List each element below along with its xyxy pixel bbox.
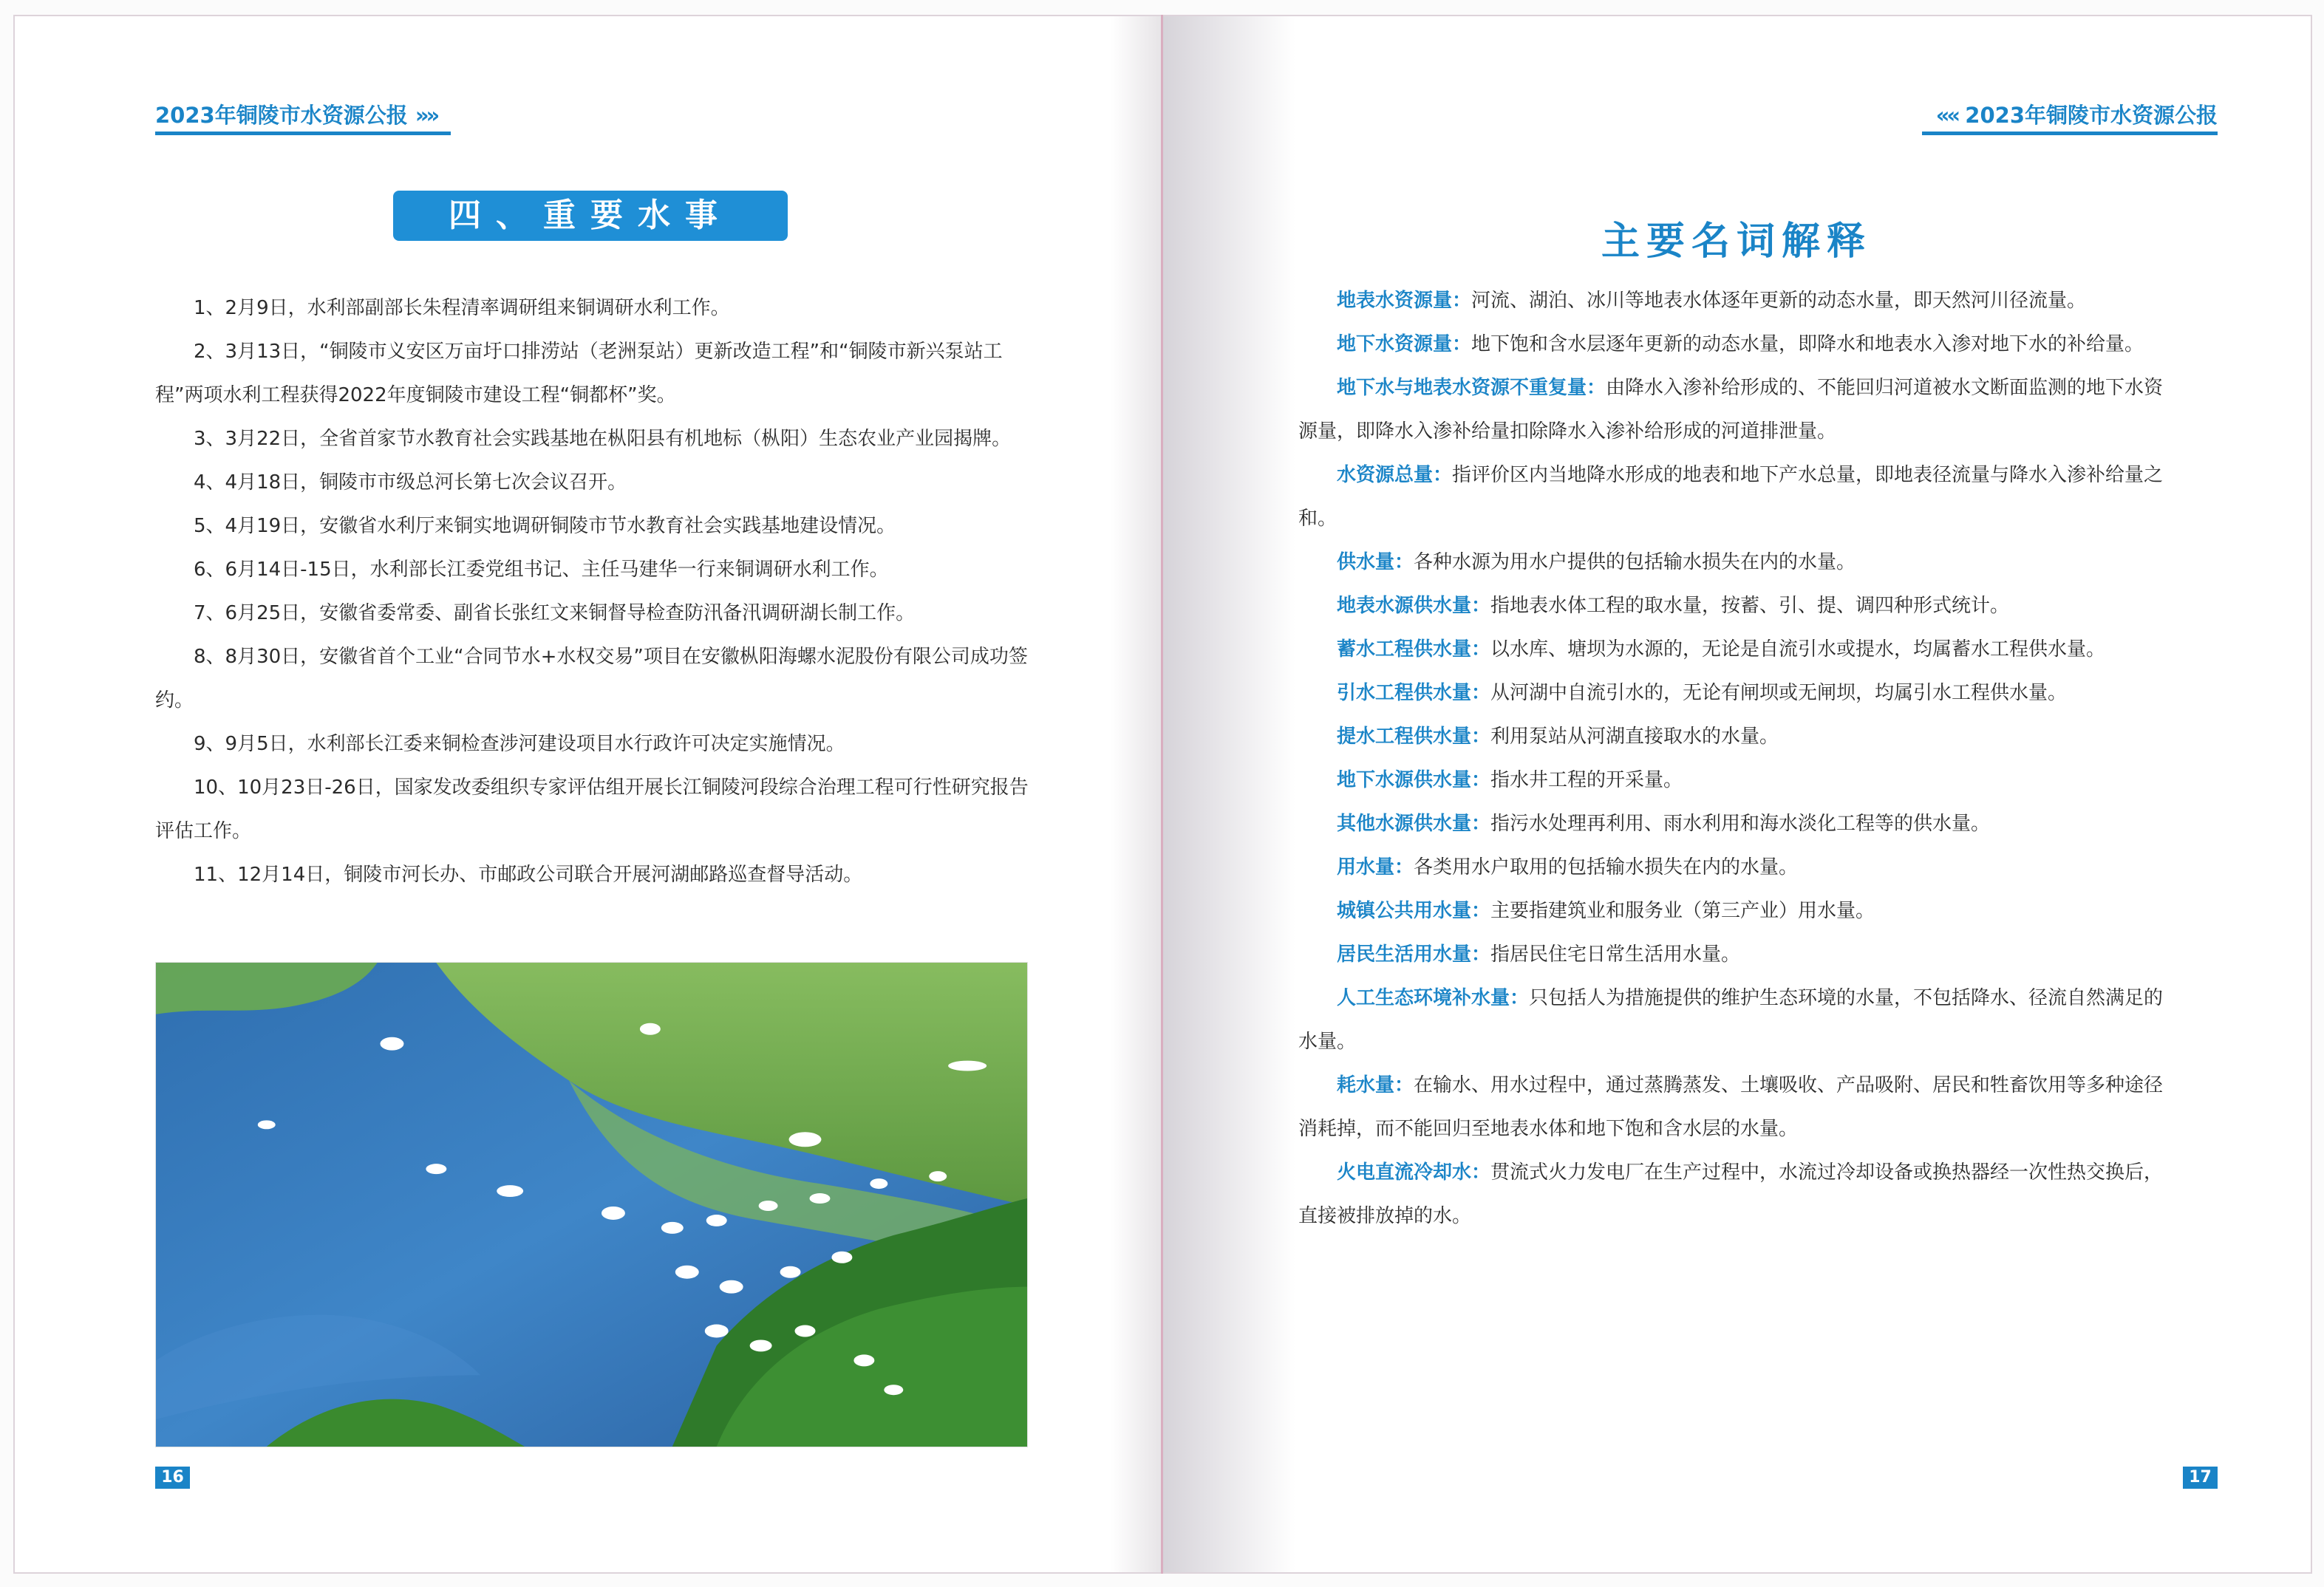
glossary-term: 火电直流冷却水： (1337, 1161, 1491, 1184)
page-number-right: 17 (2183, 1467, 2218, 1489)
glossary-term: 地表水资源量： (1337, 290, 1472, 312)
section-title: 四、重要水事 (393, 191, 788, 241)
center-fold (1161, 15, 1163, 1574)
glossary-item (1298, 759, 2173, 802)
glossary-item (1298, 977, 2173, 1064)
glossary-definition: 指居民住宅日常生活用水量。 (1490, 943, 1741, 966)
glossary-definition: 河流、湖泊、冰川等地表水体逐年更新的动态水量，即天然河川径流量。 (1471, 290, 2087, 312)
glossary-definition: 主要指建筑业和服务业（第三产业）用水量。 (1490, 900, 1875, 922)
glossary-definition: 各类用水户取用的包括输水损失在内的水量。 (1414, 856, 1799, 878)
glossary-item (1298, 541, 2173, 584)
glossary-title: 主要名词解释 (1601, 219, 1872, 264)
glossary-definition: 利用泵站从河湖直接取水的水量。 (1490, 726, 1779, 748)
running-head-rule-right (1922, 132, 2218, 135)
glossary-item (1298, 672, 2173, 715)
glossary-term: 地下水源供水量： (1337, 769, 1491, 791)
glossary-item (1298, 802, 2173, 846)
glossary-term: 供水量： (1337, 551, 1414, 573)
glossary-item (1298, 846, 2173, 890)
glossary-definition: 指地表水体工程的取水量，按蓄、引、提、调四种形式统计。 (1490, 595, 2010, 617)
glossary-term: 人工生态环境补水量： (1337, 987, 1530, 1009)
glossary-term: 蓄水工程供水量： (1337, 638, 1491, 661)
event-item: 3、3月22日，全省首家节水教育社会实践基地在枞阳县有机地标（枞阳）生态农业产业园揭牌。 (194, 428, 1012, 450)
event-item: 1、2月9日，水利部副部长朱程清率调研组来铜调研水利工作。 (194, 297, 730, 319)
glossary-item (1298, 933, 2173, 977)
running-head-left-text: 2023年铜陵市水资源公报 (155, 103, 408, 128)
glossary-term: 地下水与地表水资源不重复量： (1337, 377, 1606, 399)
running-head-left (155, 99, 437, 129)
event-item: 9、9月5日，水利部长江委来铜检查涉河建设项目水行政许可决定实施情况。 (194, 733, 845, 755)
event-item: 10、10月23日-26日，国家发改委组织专家评估组开展长江铜陵河段综合治理工程可行性研究报告评估工作。 (155, 777, 1029, 842)
glossary-definition: 指污水处理再利用、雨水利用和海水淡化工程等的供水量。 (1490, 813, 1991, 835)
glossary-item (1298, 454, 2173, 541)
event-item: 7、6月25日，安徽省委常委、副省长张红文来铜督导检查防汛备汛调研湖长制工作。 (194, 602, 916, 624)
glossary-item (1298, 584, 2173, 628)
glossary-term: 水资源总量： (1337, 464, 1453, 486)
glossary-list (1298, 279, 2173, 1238)
gutter-shadow-left (1111, 16, 1162, 1572)
glossary-term: 用水量： (1337, 856, 1414, 878)
event-item: 11、12月14日，铜陵市河长办、市邮政公司联合开展河湖邮路巡查督导活动。 (194, 864, 863, 886)
egrets-wetland-photo (155, 962, 1028, 1447)
event-item: 5、4月19日，安徽省水利厅来铜实地调研铜陵市节水教育社会实践基地建设情况。 (194, 515, 896, 537)
glossary-definition: 指水井工程的开采量。 (1490, 769, 1683, 791)
running-head-right (1936, 99, 2218, 129)
glossary-definition: 由降水入渗补给形成的、不能回归河道被水文断面监测的地下水资源量，即降水入渗补给量扣除降水入渗补给形成的河道排泄量。 (1298, 377, 2164, 443)
event-item: 8、8月30日，安徽省首个工业“合同节水+水权交易”项目在安徽枞阳海螺水泥股份有限公司成功签约。 (155, 646, 1028, 711)
glossary-item (1298, 628, 2173, 672)
glossary-item (1298, 1151, 2173, 1238)
glossary-definition: 只包括人为措施提供的维护生态环境的水量，不包括降水、径流自然满足的水量。 (1298, 987, 2164, 1053)
event-item: 6、6月14日-15日，水利部长江委党组书记、主任马建华一行来铜调研水利工作。 (194, 559, 889, 581)
glossary-definition: 各种水源为用水户提供的包括输水损失在内的水量。 (1414, 551, 1856, 573)
glossary-item (1298, 366, 2173, 454)
event-item: 4、4月18日，铜陵市市级总河长第七次会议召开。 (194, 471, 627, 494)
double-chevron-right-icon: »» (415, 103, 437, 128)
running-head-right-text: 2023年铜陵市水资源公报 (1965, 103, 2218, 128)
running-head-rule-left (155, 132, 451, 135)
glossary-term: 其他水源供水量： (1337, 813, 1491, 835)
glossary-term: 提水工程供水量： (1337, 726, 1491, 748)
glossary-definition: 指评价区内当地降水形成的地表和地下产水总量，即地表径流量与降水入渗补给量之和。 (1298, 464, 2164, 530)
glossary-definition: 在输水、用水过程中，通过蒸腾蒸发、土壤吸收、产品吸附、居民和牲畜饮用等多种途径消耗掉，而不能回归至地表水体和地下饱和含水层的水量。 (1298, 1074, 2164, 1140)
glossary-term: 城镇公共用水量： (1337, 900, 1491, 922)
left-page (13, 15, 1162, 1574)
glossary-definition: 贯流式火力发电厂在生产过程中，水流过冷却设备或换热器经一次性热交换后，直接被排放掉的水。 (1298, 1161, 2164, 1227)
glossary-definition: 地下饱和含水层逐年更新的动态水量，即降水和地表水入渗对地下水的补给量。 (1471, 333, 2144, 355)
glossary-definition: 从河湖中自流引水的，无论有闸坝或无闸坝，均属引水工程供水量。 (1490, 682, 2068, 704)
right-page (1162, 15, 2312, 1574)
glossary-term: 引水工程供水量： (1337, 682, 1491, 704)
glossary-item (1298, 323, 2173, 366)
page-number-left: 16 (155, 1467, 190, 1489)
glossary-term: 耗水量： (1337, 1074, 1414, 1096)
glossary-definition: 以水库、塘坝为水源的，无论是自流引水或提水，均属蓄水工程供水量。 (1490, 638, 2106, 661)
glossary-term: 地表水源供水量： (1337, 595, 1491, 617)
events-list (155, 287, 1042, 897)
glossary-item (1298, 890, 2173, 933)
glossary-item (1298, 1064, 2173, 1151)
glossary-term: 居民生活用水量： (1337, 943, 1491, 966)
glossary-term: 地下水资源量： (1337, 333, 1472, 355)
glossary-item (1298, 279, 2173, 323)
event-item: 2、3月13日，“铜陵市义安区万亩圩口排涝站（老洲泵站）更新改造工程”和“铜陵市新兴泵站工程”两项水利工程获得2022年度铜陵市建设工程“铜都杯”奖。 (155, 341, 1003, 406)
double-chevron-left-icon: «« (1935, 103, 1958, 128)
glossary-item (1298, 715, 2173, 759)
